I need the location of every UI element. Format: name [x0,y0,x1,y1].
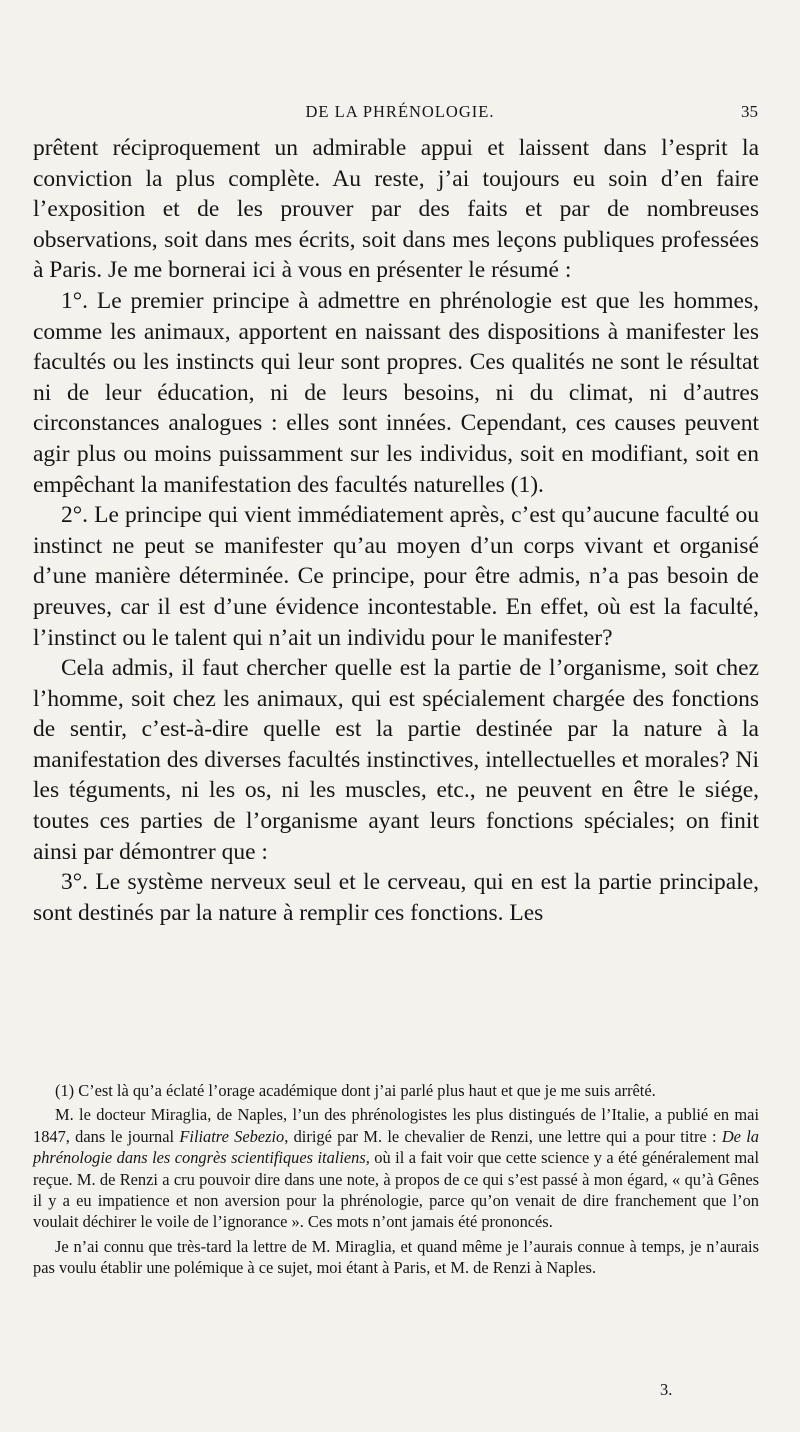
footnote-response: Je n’ai connu que très-tard la lettre de M. Miraglia, et quand même je l’aurais connue à temps, je n’aurais pas voulu établir une polémique à ce sujet, moi étant à Paris, et M. de Renzi à Naples. [33,1236,759,1278]
page-number: 35 [741,102,758,121]
running-title: DE LA PHRÉNOLOGIE. [305,102,495,121]
paragraph-organism: Cela admis, il faut chercher quelle est la partie de l’organisme, soit chez l’homme, soit chez les animaux, qui est spécialement chargée des fonctions de sentir, c’est-à-dire quelle est la partie destinée par la nature à la manifestation des diverses facultés instinctives, intellectuelles et morales? Ni les téguments, ni les os, ni les muscles, etc., ne peuvent en être le siége, toutes ces parties de l’organisme ayant leurs fonctions spéciales; on finit ainsi par démontrer que : [33,655,759,865]
journal-name: Filiatre Sebezio [179,1126,285,1146]
footnotes [33,1080,759,1282]
signature-mark: 3. [660,1380,673,1399]
letter-title: De la phrénologie dans les congrès scientifiques italiens, [33,1126,759,1168]
paragraph-continuation: prêtent réciproquement un admirable appui et laissent dans l’esprit la conviction la plus complète. Au reste, j’ai toujours eu soin d’en faire l’exposition et de les prouver par des faits et par de nombreuses observations, soit dans mes écrits, soit dans mes leçons publiques professées à Paris. Je me bornerai ici à vous en présenter le résumé : [33,135,759,284]
paragraph-principle-3: 3°. Le système nerveux seul et le cerveau, qui en est la partie principale, sont destinés par la nature à remplir ces fonctions. Les [33,869,759,926]
footnote-text: , dirigé par M. le chevalier de Renzi, une lettre qui a pour titre : [284,1126,722,1146]
main-text [33,133,759,928]
footnote-miraglia [33,1104,759,1232]
footnote-text: où il a fait voir que cette science y a été généralement mal reçue. M. de Renzi a cru pouvoir dire dans une note, à propos de ce qui s’est passé à mon égard, « qu’à Gênes il y a eu impatience et non aversion pour la phrénologie, parce qu’on venait de dire franchement que l’on voulait déchirer le voile de l’ignorance ». Ces mots n’ont jamais été prononcés. [33,1148,759,1232]
footnote-1: (1) C’est là qu’a éclaté l’orage académique dont j’ai parlé plus haut et que je me suis arrêté. [55,1081,656,1100]
footnote-text: M. le docteur Miraglia, de Naples, l’un des phrénologistes les plus distingués de l’Italie, a publié en mai 1847, dans le journal [33,1105,759,1146]
page-header [0,102,800,130]
paragraph-principle-1: 1°. Le premier principe à admettre en phrénologie est que les hommes, comme les animaux, apportent en naissant des dispositions à manifester les facultés ou les instincts qui leur sont propres. Ces qualités ne sont le résultat ni de leur éducation, ni de leurs besoins, ni du climat, ni d’autres circonstances analogues : elles sont innées. Cependant, ces causes peuvent agir plus ou moins puissamment sur les individus, soit en modifiant, soit en empêchant la manifestation des facultés naturelles (1). [33,287,759,498]
paragraph-principle-2: 2°. Le principe qui vient immédiatement après, c’est qu’aucune faculté ou instinct ne peut se manifester qu’au moyen d’un corps vivant et organisé d’une manière déterminée. Ce principe, pour être admis, n’a pas besoin de preuves, car il est d’une évidence incontestable. En effet, où est la faculté, l’instinct ou le talent qui n’ait un individu pour le manifester? [33,502,759,651]
